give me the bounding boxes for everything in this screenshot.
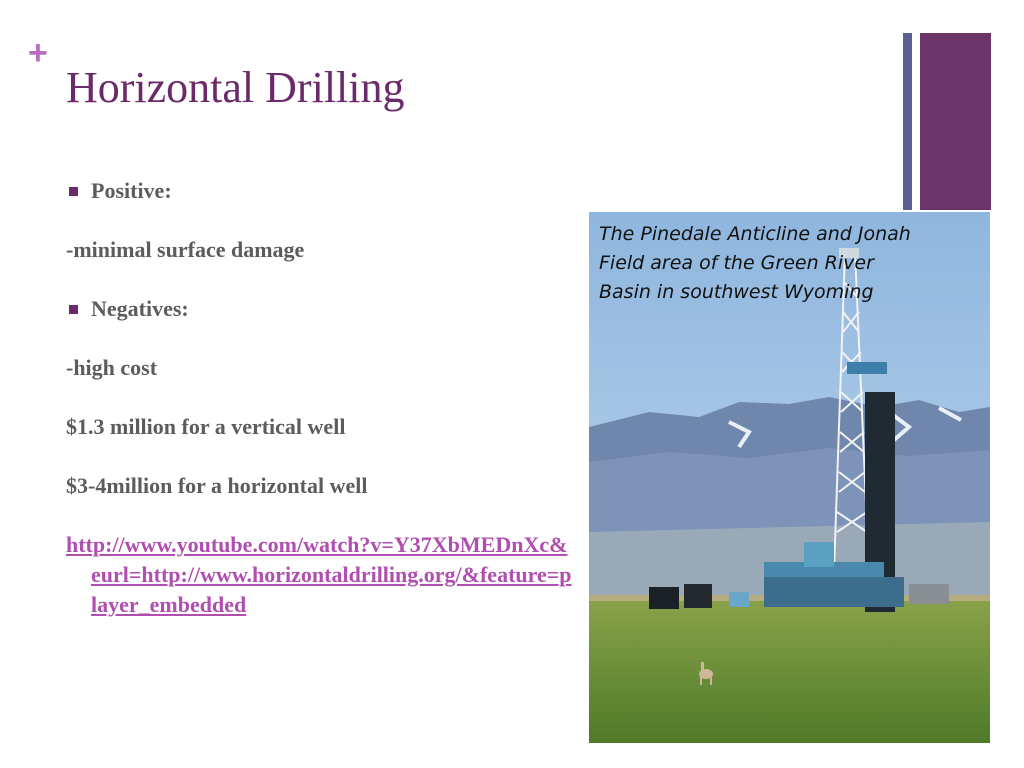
slide-title: Horizontal Drilling [66, 63, 405, 112]
square-bullet-icon [69, 305, 78, 314]
negatives-heading: Negatives: [91, 296, 189, 321]
bullet-negatives [66, 294, 586, 324]
positive-item: -minimal surface damage [66, 237, 305, 262]
square-bullet-icon [69, 187, 78, 196]
decorative-bar-thin [903, 33, 912, 210]
negative-item: $3-4million for a horizontal well [66, 473, 368, 498]
negative-item: -high cost [66, 355, 158, 380]
slide-body [66, 176, 586, 620]
slide-marker-plus: + [28, 34, 48, 72]
decorative-bar-thick [920, 33, 991, 210]
negative-item: $1.3 million for a vertical well [66, 414, 346, 439]
bullet-positive [66, 176, 586, 206]
positive-heading: Positive: [91, 178, 172, 203]
youtube-link[interactable]: http://www.youtube.com/watch?v=Y37XbMEDnXc&eurl=http://www.horizontaldrilling.org/&feature=player_embedded [66, 532, 572, 617]
photo-caption: The Pinedale Anticline and Jonah Field area of the Green River Basin in southwest Wyoming [599, 223, 911, 303]
